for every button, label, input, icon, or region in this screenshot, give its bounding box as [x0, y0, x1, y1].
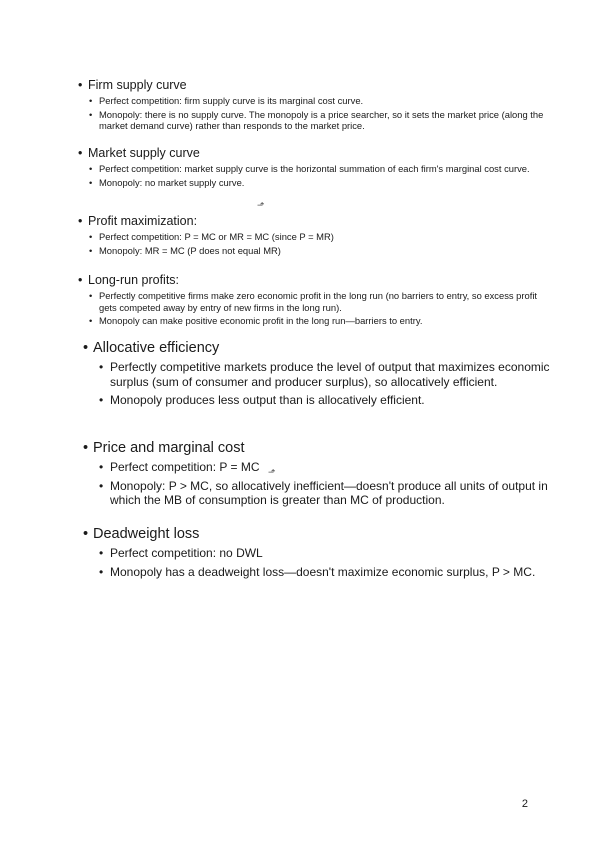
bullet-list: [78, 231, 548, 256]
mouse-cursor-icon: ⬏: [257, 200, 265, 210]
section-price-and-marginal-cost: [83, 439, 553, 512]
mouse-cursor-icon: ⬏: [268, 467, 276, 477]
bullet-list: [78, 163, 548, 188]
list-item: • Monopoly: there is no supply curve. The monopoly is a price searcher, so it sets the market price (along the market demand curve) rather than responds to the market price.: [89, 109, 548, 132]
section-firm-supply-curve: [78, 77, 548, 134]
list-item: • Perfectly competitive markets produce the level of output that maximizes economic surplus (sum of consumer and producer surplus), so allocatively efficient.: [99, 360, 553, 389]
list-item: • Perfect competition: P = MC or MR = MC (since P = MR): [89, 231, 548, 243]
section-profit-maximization: [78, 213, 548, 258]
bullet-list: [83, 360, 553, 408]
section-market-supply-curve: [78, 145, 548, 190]
list-item: • Monopoly: MR = MC (P does not equal MR): [89, 245, 548, 257]
list-item: • Monopoly: no market supply curve.: [89, 177, 548, 189]
section-heading: • Market supply curve: [78, 146, 200, 160]
bullet-list: [78, 290, 548, 327]
section-heading: • Firm supply curve: [78, 78, 187, 92]
list-item: • Monopoly can make positive economic profit in the long run—barriers to entry.: [89, 315, 548, 327]
list-item: • Monopoly produces less output than is allocatively efficient.: [99, 393, 553, 408]
list-item: • Perfect competition: no DWL: [99, 546, 553, 561]
section-heading: • Price and marginal cost: [83, 440, 245, 456]
list-item: • Perfect competition: market supply curve is the horizontal summation of each firm's marginal cost curve.: [89, 163, 548, 175]
bullet-list: [83, 546, 553, 579]
section-allocative-efficiency: [83, 339, 553, 412]
list-item: • Monopoly has a deadweight loss—doesn't maximize economic surplus, P > MC.: [99, 565, 553, 580]
list-item: • Monopoly: P > MC, so allocatively inefficient—doesn't produce all units of output in which the MB of consumption is greater than MC of production.: [99, 479, 553, 508]
section-heading: • Allocative efficiency: [83, 340, 220, 356]
section-heading: • Long-run profits:: [78, 273, 180, 287]
list-item: • Perfect competition: P = MC: [99, 460, 553, 475]
section-long-run-profits: [78, 272, 548, 329]
bullet-list: [83, 460, 553, 508]
section-heading: • Deadweight loss: [83, 526, 200, 542]
page-number: 2: [521, 798, 528, 810]
list-item: • Perfectly competitive firms make zero economic profit in the long run (no barriers to entry, so excess profit gets competed away by entry of new firms in the long run).: [89, 290, 548, 313]
bullet-list: [78, 95, 548, 132]
section-heading: • Profit maximization:: [78, 214, 198, 228]
section-deadweight-loss: [83, 525, 553, 583]
list-item: • Perfect competition: firm supply curve is its marginal cost curve.: [89, 95, 548, 107]
